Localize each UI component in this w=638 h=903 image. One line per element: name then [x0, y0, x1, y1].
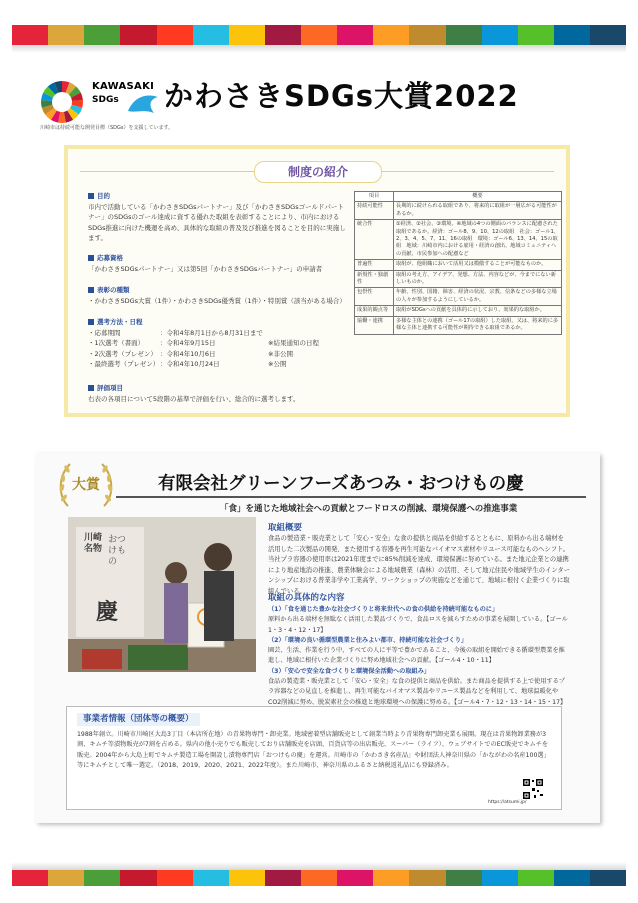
company-profile-box: [66, 706, 562, 810]
initiative-item: （2）「環境の良い循環型農業と住みよい都市、持続可能な社会づくり」 園芸、生活、作業を行う中、すべての人に平等で豊かであること、今後の取組を開始できる循環型農業を推進し、地域に根付いた企業づくりに努め地域社会への貢献。【ゴール4・10・11】: [268, 636, 565, 665]
criteria-section: [88, 383, 346, 404]
initiatives-heading: 取組の具体的な内容: [268, 593, 345, 603]
profile-body: 1988年創立。川崎市川崎区大島3丁目（本店所在地）の青果物専門・卸売業。地域密着型店舗販売として創業当時より青果物専門卸売業も展開。現在は青果物卸業務が3割、キムチ等漬物販売が7割を占める。県内の他小売りでも販売しており店舗販売を店頭、百貨店等の出店販売、スーパー（ライフ）、ウェブサイトでのEC販売でキムチを販売。2004年から大島上町でキムチ製造工場を開設し漬物専門店「おつけもの慶」を運営。川崎市の「かわさき名産品」や財団法人神奈川県の「かながわの名産100選」等にキムチとして唯一選定。（2018、2019、2020、2021、2022年度）。また川崎市、神奈川県のふるさと納税返礼品にも登録済み。: [77, 731, 550, 770]
sdg-color-block: [337, 870, 373, 886]
sdg-color-block: [229, 870, 265, 886]
sdg-color-block: [12, 25, 48, 45]
eligibility-section: [88, 253, 346, 274]
intro-heading: 制度の紹介: [254, 161, 382, 183]
criteria-table: [354, 191, 562, 335]
sdg-color-block: [373, 25, 409, 45]
sdg-color-block: [409, 25, 445, 45]
profile-heading: 事業者情報（団体等の概要）: [77, 713, 200, 726]
sdg-color-block: [590, 25, 626, 45]
sdg-color-block: [373, 870, 409, 886]
sdg-color-block: [409, 870, 445, 886]
sdg-color-block: [229, 25, 265, 45]
awards-body: ・かわさきSDGs大賞（1件）・かわさきSDGs優秀賞（1件）・特別賞（該当がある場合）: [88, 296, 346, 305]
awards-title: 表彰の種類: [88, 285, 346, 296]
sdg-wheel-icon: [40, 80, 84, 124]
sdg-color-block: [337, 25, 373, 45]
eligibility-body: 「かわさきSDGsパートナー」又は第5回「かわさきSDGsパートナー」の申請者: [88, 264, 323, 273]
strip-shadow: [12, 862, 626, 870]
sdg-color-block: [265, 870, 301, 886]
purpose-section: [88, 191, 346, 244]
strip-shadow: [12, 45, 626, 53]
sdg-color-block: [554, 25, 590, 45]
company-name: 有限会社グリーンフーズあつみ・おつけもの慶: [158, 474, 524, 494]
sdg-color-block: [301, 870, 337, 886]
initiatives-list: [268, 605, 570, 708]
table-row: 成果的観点等 取組がSDGsへの貢献を具体的に示しており、効果的な取組か。: [355, 306, 562, 316]
award-badge-label: 大賞: [72, 477, 100, 493]
schedule-row: ・2次選考（プレゼン） ：令和4年10月6日 ※非公開: [88, 349, 293, 358]
sdg-color-block: [193, 25, 229, 45]
photo-sign-2: おつけもの: [108, 535, 127, 567]
sdg-color-block: [518, 870, 554, 886]
table-row: 普遍性 取組が、他組織において活用又は模倣することが可能なものか。: [355, 260, 562, 270]
sdg-color-block: [120, 25, 156, 45]
award-subtitle: 「食」を通じた地域社会への貢献とフードロスの削減、環境保護への推進事業: [220, 504, 518, 514]
sdg-color-block: [518, 25, 554, 45]
table-row: 持続可能性 長期的に続けられる取組であり、将来的に取組が一層広がる可能性があるか。: [355, 202, 562, 220]
sdg-color-block: [482, 25, 518, 45]
sdg-color-block: [193, 870, 229, 886]
system-intro-panel: [64, 145, 570, 417]
table-header: 概要: [394, 192, 562, 202]
table-row: 協働・連携 多様な主体との連携（ゴール17の取組）した取組、又は、将来的に多様な主体と連携する可能性が期待できる取組であるか。: [355, 316, 562, 334]
award-badge: [54, 458, 118, 512]
table-row: 新規性・独創性 取組の考え方、アイデア、発想、方法、内容などが、今までにない新しいものか。: [355, 270, 562, 288]
table-header: 項目: [355, 192, 394, 202]
criteria-body: 右表の各項目について5段階の基準で評価を行い、総合的に選考します。: [88, 394, 300, 403]
sdg-color-block: [446, 25, 482, 45]
schedule-title: 選考方法・日程: [88, 317, 346, 328]
sdg-color-block: [482, 870, 518, 886]
sdg-color-strip-top: [12, 25, 626, 45]
summary-body: 食品の製造業・販売業として「安心・安全」な食の提供と商品を供給するとともに、原料から出る端材を活用した二次製品の開発、また使用する容器を再生可能なバイオマス素材やリユース可能なものへシフト。当社プラ容器の使用率は2021年度までに85%削減を達成、環境保護に努めている。また地元企業との連携により地産地消の推進、農業体験会による地域農業（森林）の活用、そして地元住民や地域学生のインターンシップにおける普業非学や工業高学、ワークショップの実施などを通じて、地域に根付く企業づくりに取組んでいる。: [268, 535, 570, 595]
schedule-row: ・最終選考（プレゼン） ：令和4年10月24日 ※公開: [88, 360, 287, 368]
sdg-color-block: [590, 870, 626, 886]
sdg-color-block: [12, 870, 48, 886]
criteria-title: 評価項目: [88, 383, 346, 394]
sdg-color-block: [554, 870, 590, 886]
photo-sign-3: 慶: [96, 600, 119, 625]
sdg-color-block: [265, 25, 301, 45]
sdg-color-strip-bottom: [12, 870, 626, 886]
sdg-color-block: [446, 870, 482, 886]
sdg-color-block: [157, 870, 193, 886]
kawasaki-sdgs-logo: [40, 78, 162, 124]
eligibility-title: 応募資格: [88, 253, 346, 264]
summary-heading: 取組概要: [268, 523, 303, 533]
qr-code-icon[interactable]: [522, 778, 544, 800]
logo-sdgs-text: SDGs: [92, 95, 119, 105]
initiative-item: （3）「安心で安全な食づくりと環境保全活動への取組み」 食品の製造業・販売業として「安心・安全」な食の提供と商品を供給。また商品を提供する上で使用するプラ容器などの見直しを推進し、再生可能なバイオマス製品やリユース製品などを利用して、地球温暖化やCO2削減に努め、脱炭素社会の推進と地球環境への保護に努める。【ゴール4・7・12・13・14・15・17】: [268, 667, 567, 706]
purpose-title: 目的: [88, 191, 346, 202]
initiative-item: （1）「食を通じた豊かな社会づくりと将来世代への食の供給を持続可能なものに」 原料から出る端材を無駄なく活用した製品づくりで、食品ロスを減らすための事業を展開している。【ゴール1・3・4・12・17】: [268, 606, 568, 634]
logo-swoosh-icon: [126, 91, 160, 119]
table-row: 包摂性 年齢、性別、国籍、障害、経済の状況、宗教、信条などの多様な立場の人々が参加するようにしているか。: [355, 288, 562, 306]
logo-caption: 川崎市は持続可能な開発目標（SDGs）を支援しています。: [40, 125, 174, 131]
awards-section: [88, 285, 346, 306]
sdg-color-block: [84, 870, 120, 886]
award-photo: [68, 517, 256, 672]
sdg-color-block: [48, 25, 84, 45]
sdg-color-block: [157, 25, 193, 45]
schedule-section: [88, 317, 346, 370]
page-title: かわさきSDGs大賞2022: [164, 79, 519, 113]
photo-sign-1: 川崎名物: [84, 533, 103, 554]
table-row: 統合性 ①経済、②社会、③環境、④地域の4つの側面のバランスに配慮された取組であるか。経済：ゴール8、9、10、12の取組 社会：ゴール1、2、3、4、5、7、11、16の取組 環境：ゴール6、13、14、15の取組 地域：川崎市内における雇用・経済の創出、地域コミュニティへの貢献、市民参加への配慮など: [355, 220, 562, 260]
logo-kawasaki-text: KAWASAKI: [92, 81, 155, 92]
sdg-color-block: [48, 870, 84, 886]
sdg-color-block: [84, 25, 120, 45]
purpose-body: 市内で活動している「かわさきSDGsパートナー」及び「かわさきSDGsゴールドパートナー」のSDGsのゴール達成に資する優れた取組を表彰することにより、市内におけるSDGs推進に向けた機運を高め、具体的な取組の普及及び推進を図ることを目的に実施します。: [88, 202, 346, 242]
company-url[interactable]: https://atsumi.jp/: [488, 800, 527, 805]
sdg-color-block: [120, 870, 156, 886]
company-underline: [116, 496, 586, 498]
schedule-row: ・応募期間 ：令和4年8月1日から8月31日まで: [88, 328, 263, 337]
sdg-color-block: [301, 25, 337, 45]
schedule-row: ・1次選考（書面） ：令和4年9月15日 ※結果通知の日程: [88, 339, 319, 347]
